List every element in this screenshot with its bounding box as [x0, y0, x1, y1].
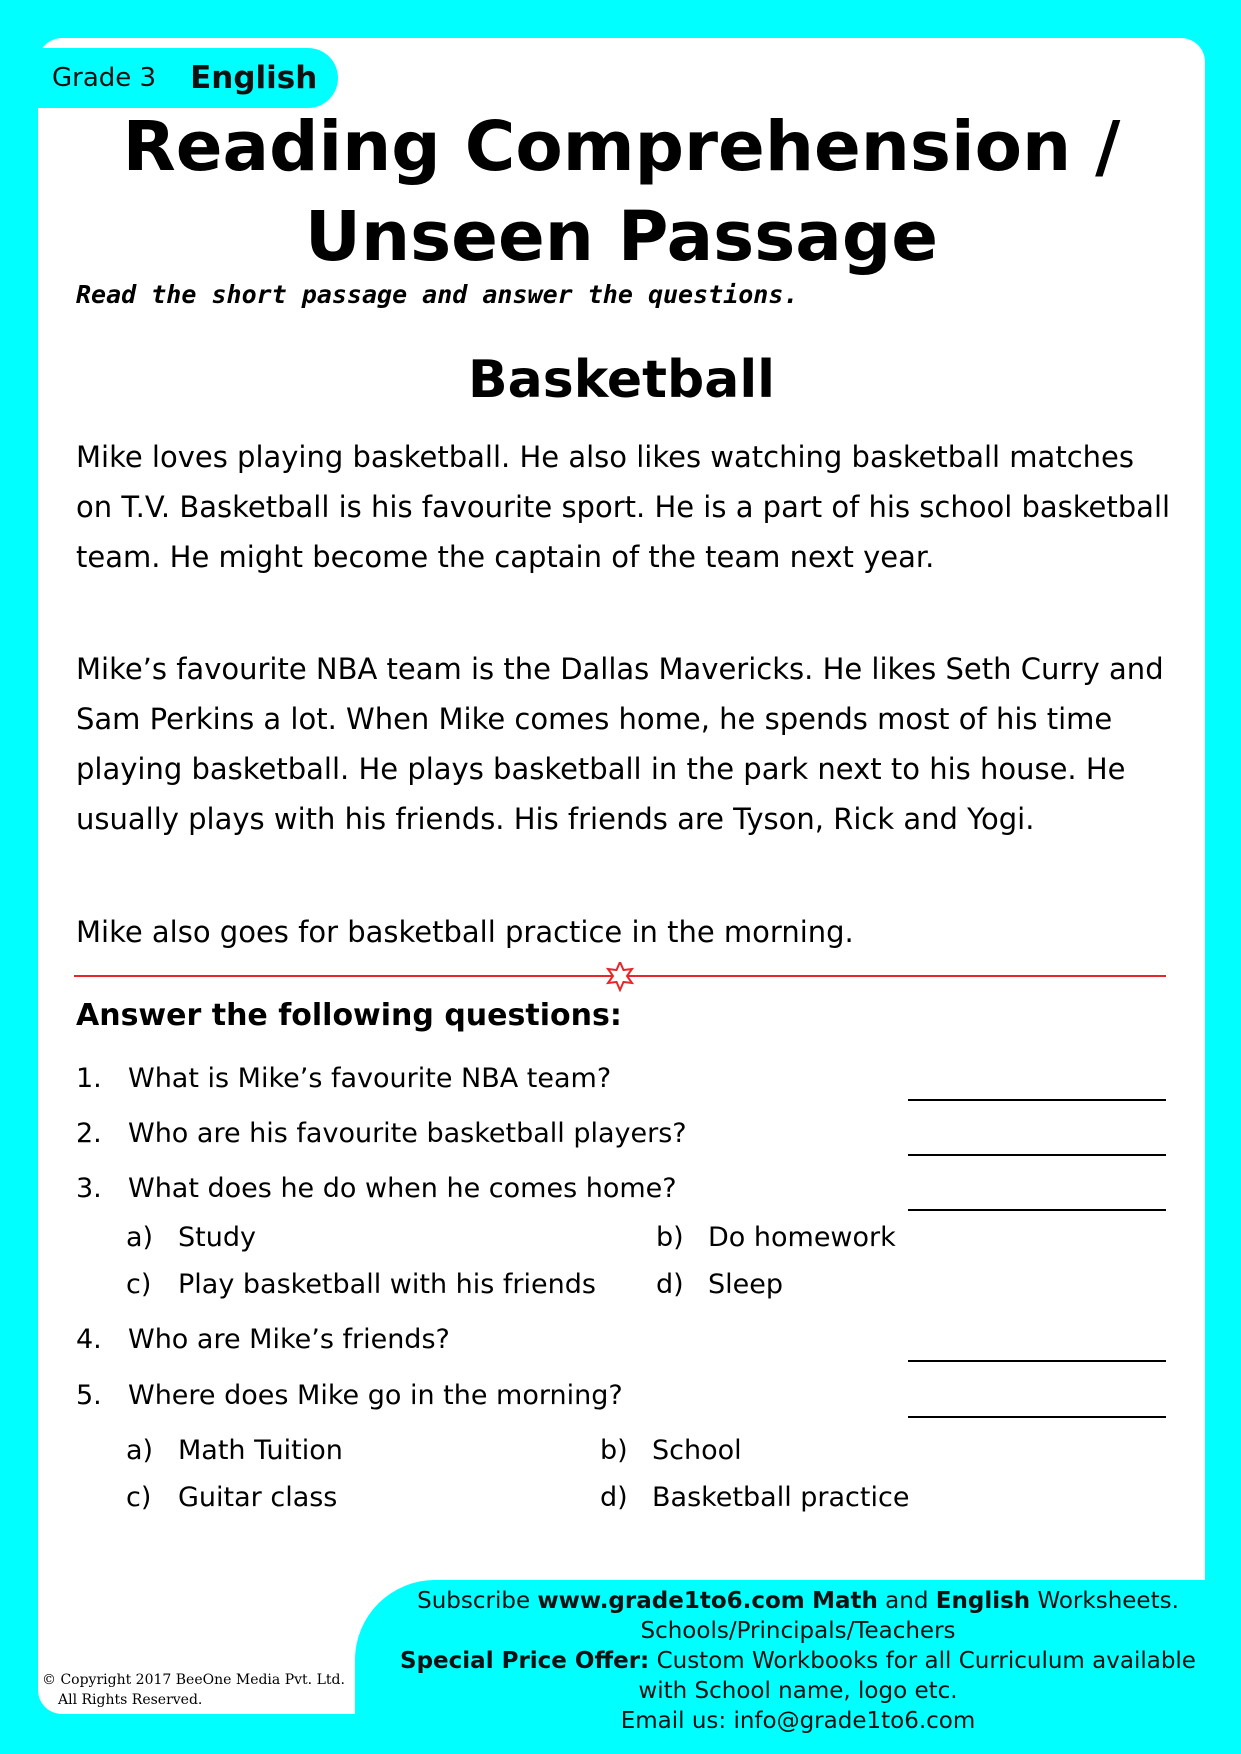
grade-label: Grade 3 — [52, 63, 157, 93]
answer-line[interactable] — [908, 1360, 1166, 1362]
question-text: Where does Mike go in the morning? — [128, 1380, 623, 1411]
page-title — [38, 102, 1205, 282]
option-5b — [600, 1435, 742, 1466]
question-number: 5. — [76, 1380, 102, 1411]
question-number: 4. — [76, 1324, 102, 1355]
option-letter: d) — [600, 1482, 628, 1513]
answer-line[interactable] — [908, 1154, 1166, 1156]
option-letter: a) — [126, 1222, 154, 1253]
option-text: Basketball practice — [652, 1482, 910, 1513]
footer-subscribe-line — [355, 1588, 1241, 1614]
question-3 — [76, 1173, 1166, 1213]
footer-offer-line — [355, 1648, 1241, 1674]
question-1 — [76, 1063, 1166, 1103]
option-text: School — [652, 1435, 742, 1466]
question-number: 2. — [76, 1118, 102, 1149]
passage-paragraph: Mike loves playing basketball. He also likes watching basketball matches on T.V. Basketball is his favourite sport. He is a part of his school basketball team. He might become the captain of the team next year. — [76, 440, 1171, 574]
footer-offer-label: Special Price Offer: — [400, 1648, 650, 1674]
question-number: 1. — [76, 1063, 102, 1094]
answer-line[interactable] — [908, 1209, 1166, 1211]
footer-site-link[interactable]: www.grade1to6.com — [537, 1588, 805, 1614]
footer-worksheets: Worksheets. — [1037, 1588, 1179, 1614]
subject-label: English — [190, 60, 318, 96]
option-letter: a) — [126, 1435, 154, 1466]
footer-english: English — [935, 1588, 1031, 1614]
option-3b — [656, 1222, 896, 1253]
option-text: Sleep — [708, 1269, 784, 1300]
question-5 — [76, 1380, 1166, 1420]
option-5d — [600, 1482, 909, 1513]
footer-offer-text: Custom Workbooks for all Curriculum available — [656, 1648, 1196, 1674]
footer-subscribe: Subscribe — [417, 1588, 531, 1614]
option-letter: b) — [656, 1222, 684, 1253]
option-letter: b) — [600, 1435, 628, 1466]
passage-title: Basketball — [468, 350, 775, 410]
footer-offer-text2: with School name, logo etc. — [638, 1678, 958, 1704]
option-text: Do homework — [708, 1222, 896, 1253]
question-text: What is Mike’s favourite NBA team? — [128, 1063, 612, 1094]
star-divider — [74, 962, 1166, 992]
grade-subject-tab — [38, 48, 338, 108]
copyright-line1: © Copyright 2017 BeeOne Media Pvt. Ltd. — [42, 1672, 345, 1688]
option-5a — [126, 1435, 343, 1466]
page-title-line1: Reading Comprehension / — [122, 107, 1121, 187]
option-5c — [126, 1482, 337, 1513]
footer-email[interactable]: Email us: info@grade1to6.com — [620, 1708, 976, 1734]
question-4 — [76, 1324, 1166, 1364]
option-text: Guitar class — [178, 1482, 338, 1513]
answer-line[interactable] — [908, 1099, 1166, 1101]
option-text: Math Tuition — [178, 1435, 343, 1466]
passage-paragraph: Mike’s favourite NBA team is the Dallas Mavericks. He likes Seth Curry and Sam Perkins a lot. When Mike comes home, he spends most of his time playing basketball. He plays basketball in the park next to his house. He usually plays with his friends. His friends are Tyson, Rick and Yogi. — [76, 652, 1164, 836]
question-text: Who are his favourite basketball players? — [128, 1118, 687, 1149]
footer-and: and — [885, 1588, 929, 1614]
copyright-line2: All Rights Reserved. — [58, 1692, 203, 1708]
option-text: Study — [178, 1222, 256, 1253]
answer-line[interactable] — [908, 1416, 1166, 1418]
option-letter: c) — [126, 1269, 152, 1300]
option-text: Play basketball with his friends — [178, 1269, 596, 1300]
passage-paragraph: Mike also goes for basketball practice in the morning. — [76, 915, 854, 949]
footer-audience: Schools/Principals/Teachers — [640, 1618, 956, 1644]
copyright-notice — [42, 1670, 345, 1710]
option-3d — [656, 1269, 783, 1300]
page-title-line2: Unseen Passage — [304, 197, 939, 277]
question-text: Who are Mike’s friends? — [128, 1324, 450, 1355]
option-letter: c) — [126, 1482, 152, 1513]
option-3c — [126, 1269, 596, 1300]
option-3a — [126, 1222, 256, 1253]
instruction-text: Read the short passage and answer the questions. — [76, 280, 799, 309]
question-number: 3. — [76, 1173, 102, 1204]
footer-math: Math — [812, 1588, 878, 1614]
question-2 — [76, 1118, 1166, 1158]
questions-heading: Answer the following questions: — [76, 998, 622, 1033]
option-letter: d) — [656, 1269, 684, 1300]
promo-footer — [355, 1580, 1241, 1754]
question-text: What does he do when he comes home? — [128, 1173, 677, 1204]
